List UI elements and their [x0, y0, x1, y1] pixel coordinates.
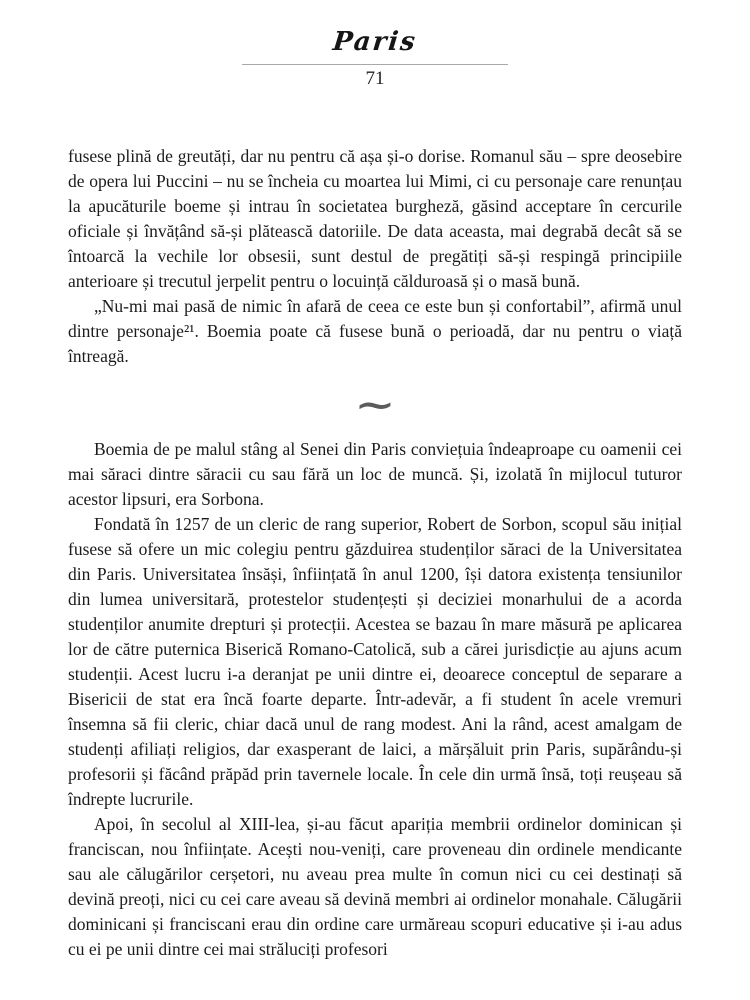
page-body-text — [68, 144, 682, 962]
tilde-ornament-icon: ~ — [354, 385, 396, 427]
running-header-title: Paris — [331, 27, 419, 57]
section-separator — [68, 383, 682, 429]
body-paragraph: Apoi, în secolul al XIII-lea, și-au făcut apariția membrii ordinelor dominican și franciscan, nou înființate. Acești nou-veniți, care proveneau din ordinele mendicante sau ale călugărilor cerșetori, nu aveau prea multe în comun nici cu cei destinați să devină preoți, nici cu cei care aveau să devină membri ai ordinelor monahale. Călugării dominicani și franciscani erau din ordine care urmăreau scopuri educative și i-au adus cu ei pe unii dintre cei mai străluciți profesori — [68, 814, 682, 959]
running-header — [0, 0, 750, 90]
header-rule-divider — [242, 64, 508, 65]
body-paragraph: Fondată în 1257 de un cleric de rang superior, Robert de Sorbon, scopul său inițial fusese să ofere un mic colegiu pentru găzduirea studenților săraci de la Universitatea din Paris. Universitatea însăși, înființată în anul 1200, își datora existența tensiunilor din lumea universitară, protestelor studențești și deciziei monarhului de a acorda studenților anumite drepturi și protecții. Acestea se bazau în mare măsură pe aplicarea lor de către puternica Biserică Romano-Catolică, sub a cărei jurisdicție au ajuns acum studenții. Acest lucru i-a deranjat pe unii dintre ei, deoarece conceptul de separare a Bisericii de stat era încă foarte departe. Într-adevăr, a fi student în acele vremuri însemna să fii cleric, chiar dacă unul de rang modest. Ani la rând, acest amalgam de studenți afiliați religios, dar exasperant de laici, a mărșăluit prin Paris, supărându-și profesorii și făcând prăpăd prin tavernele locale. În cele din urmă însă, toți reușeau să îndrepte lucrurile. — [68, 514, 682, 809]
page-number: 71 — [365, 68, 385, 89]
body-paragraph: Boemia de pe malul stâng al Senei din Paris conviețuia îndeaproape cu oamenii cei mai săraci dintre săracii cu sau fără un loc de muncă. Și, izolată în mijlocul tuturor acestor lipsuri, era Sorbona. — [68, 439, 682, 509]
body-paragraph: „Nu-mi mai pasă de nimic în afară de ceea ce este bun și confortabil”, afirmă unul dintre personaje²¹. Boemia poate că fusese bună o perioadă, dar nu pentru o viață întreagă. — [68, 296, 682, 366]
body-paragraph: fusese plină de greutăți, dar nu pentru că așa și-o dorise. Romanul său – spre deosebire de opera lui Puccini – nu se încheia cu moartea lui Mimi, ci cu personaje care renunțau la apucăturile boeme și intrau în societatea burgheză, găsind acceptare în cercurile oficiale și învățând să-și plătească datoriile. De data aceasta, mai degrabă decât să se întoarcă la vechile lor obsesii, sunt destul de pregătiți să-și respingă principiile anterioare și trecutul jerpelit pentru o locuință călduroasă și o masă bună. — [68, 146, 682, 291]
